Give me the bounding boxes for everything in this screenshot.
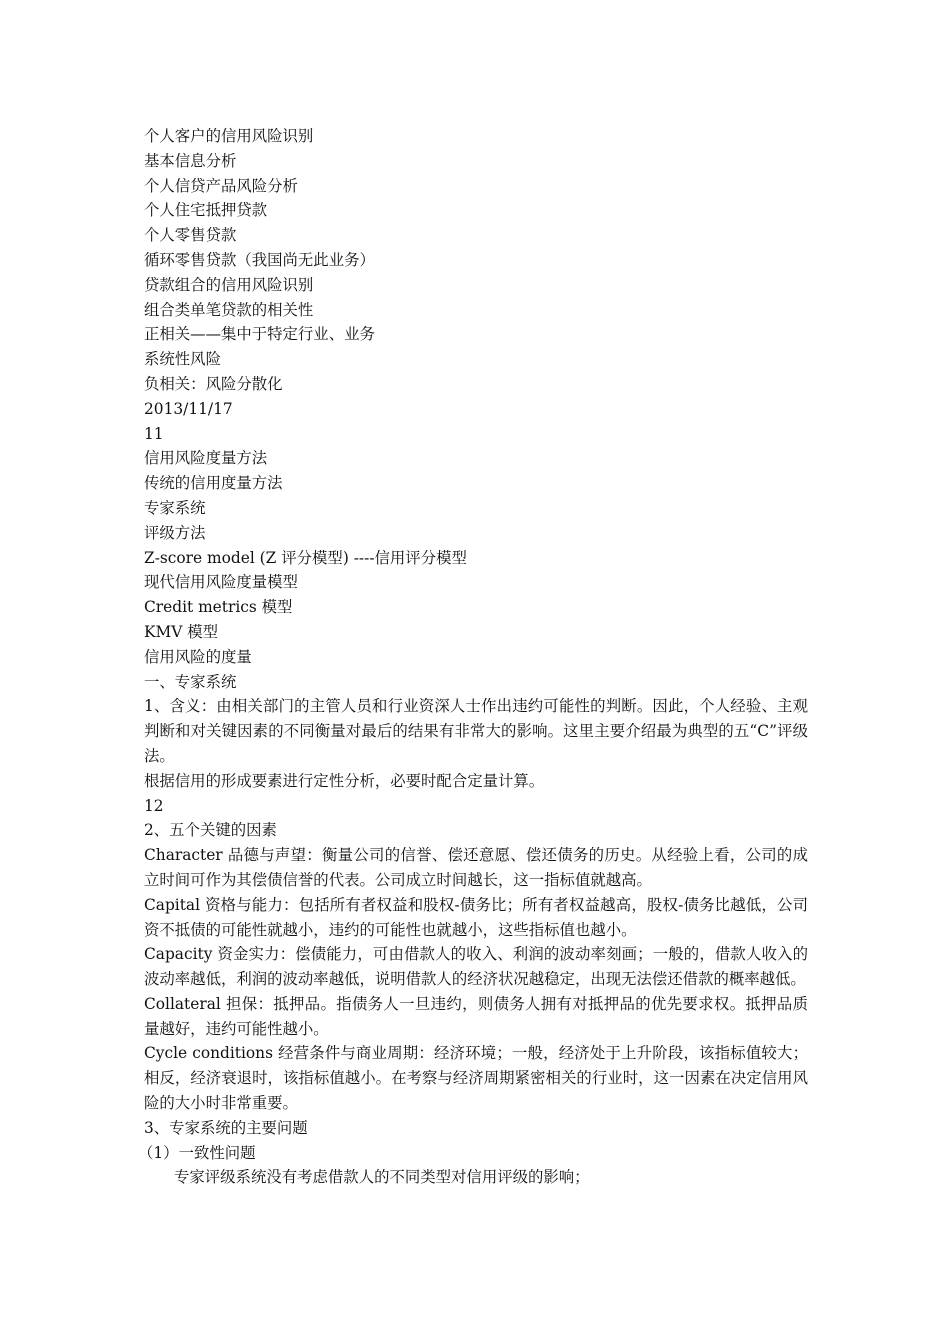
paragraph-collateral: Collateral 担保：抵押品。指债务人一旦违约，则债务人拥有对抵押品的优先要求权。抵押品质量越好，违约可能性越小。 bbox=[144, 994, 808, 1038]
text-line-indented: 专家评级系统没有考虑借款人的不同类型对信用评级的影响； bbox=[174, 1168, 590, 1187]
subsection-heading: （1）一致性问题 bbox=[138, 1143, 256, 1162]
section-heading: 2、五个关键的因素 bbox=[144, 821, 277, 840]
text-line: 专家系统 bbox=[144, 498, 206, 517]
page-number: 11 bbox=[144, 424, 164, 443]
text-line: 信用风险度量方法 bbox=[144, 449, 268, 468]
text-line: 基本信息分析 bbox=[144, 151, 237, 170]
section-heading: 3、专家系统的主要问题 bbox=[144, 1118, 308, 1137]
text-line: 个人住宅抵押贷款 bbox=[144, 201, 268, 220]
text-line: 正相关——集中于特定行业、业务 bbox=[144, 325, 375, 344]
text-line: 传统的信用度量方法 bbox=[144, 474, 283, 493]
paragraph-capacity: Capacity 资金实力：偿债能力，可由借款人的收入、利润的波动率刻画；一般的，借款人收入的波动率越低，利润的波动率越低，说明借款人的经济状况越稳定，出现无法偿还借款的概率越低。 bbox=[144, 945, 808, 989]
text-line: 负相关：风险分散化 bbox=[144, 374, 283, 393]
paragraph-character: Character 品德与声望：衡量公司的信誉、偿还意愿、偿还债务的历史。从经验上看，公司的成立时间可作为其偿债信誉的代表。公司成立时间越长，这一指标值就越高。 bbox=[144, 846, 808, 889]
text-line: 根据信用的形成要素进行定性分析，必要时配合定量计算。 bbox=[144, 771, 545, 790]
text-line: Z-score model (Z 评分模型) ----信用评分模型 bbox=[144, 548, 467, 567]
text-line: 组合类单笔贷款的相关性 bbox=[144, 300, 314, 319]
text-line: 评级方法 bbox=[144, 523, 206, 542]
page-number: 12 bbox=[144, 796, 164, 815]
paragraph-meaning: 1、含义：由相关部门的主管人员和行业资深人士作出违约可能性的判断。因此，个人经验、主观判断和对关键因素的不同衡量对最后的结果有非常大的影响。这里主要介绍最为典型的五“C”评级法。 bbox=[144, 697, 808, 765]
date-line: 2013/11/17 bbox=[144, 399, 233, 418]
paragraph-capital: Capital 资格与能力：包括所有者权益和股权-债务比；所有者权益越高，股权-债务比越低，公司资不抵债的可能性就越小，违约的可能性也就越小，这些指标值也越小。 bbox=[144, 895, 808, 939]
text-line: 个人客户的信用风险识别 bbox=[144, 127, 314, 145]
text-line: 信用风险的度量 bbox=[144, 647, 252, 666]
text-line: Credit metrics 模型 bbox=[144, 598, 293, 617]
text-line: 个人零售贷款 bbox=[144, 226, 237, 245]
text-line: 贷款组合的信用风险识别 bbox=[144, 275, 314, 294]
text-line: 个人信贷产品风险分析 bbox=[144, 176, 298, 195]
text-line: 循环零售贷款（我国尚无此业务） bbox=[144, 250, 375, 269]
text-line: 现代信用风险度量模型 bbox=[144, 573, 298, 592]
text-line: 系统性风险 bbox=[144, 350, 221, 369]
text-line: KMV 模型 bbox=[144, 622, 219, 641]
section-heading: 一、专家系统 bbox=[144, 672, 237, 691]
paragraph-cycle-conditions: Cycle conditions 经营条件与商业周期：经济环境；一般，经济处于上升阶段，该指标值较大；相反，经济衰退时，该指标值越小。在考察与经济周期紧密相关的行业时，这一因素在决定信用风险的大小时非常重要。 bbox=[144, 1044, 808, 1113]
document-page bbox=[138, 124, 808, 1190]
